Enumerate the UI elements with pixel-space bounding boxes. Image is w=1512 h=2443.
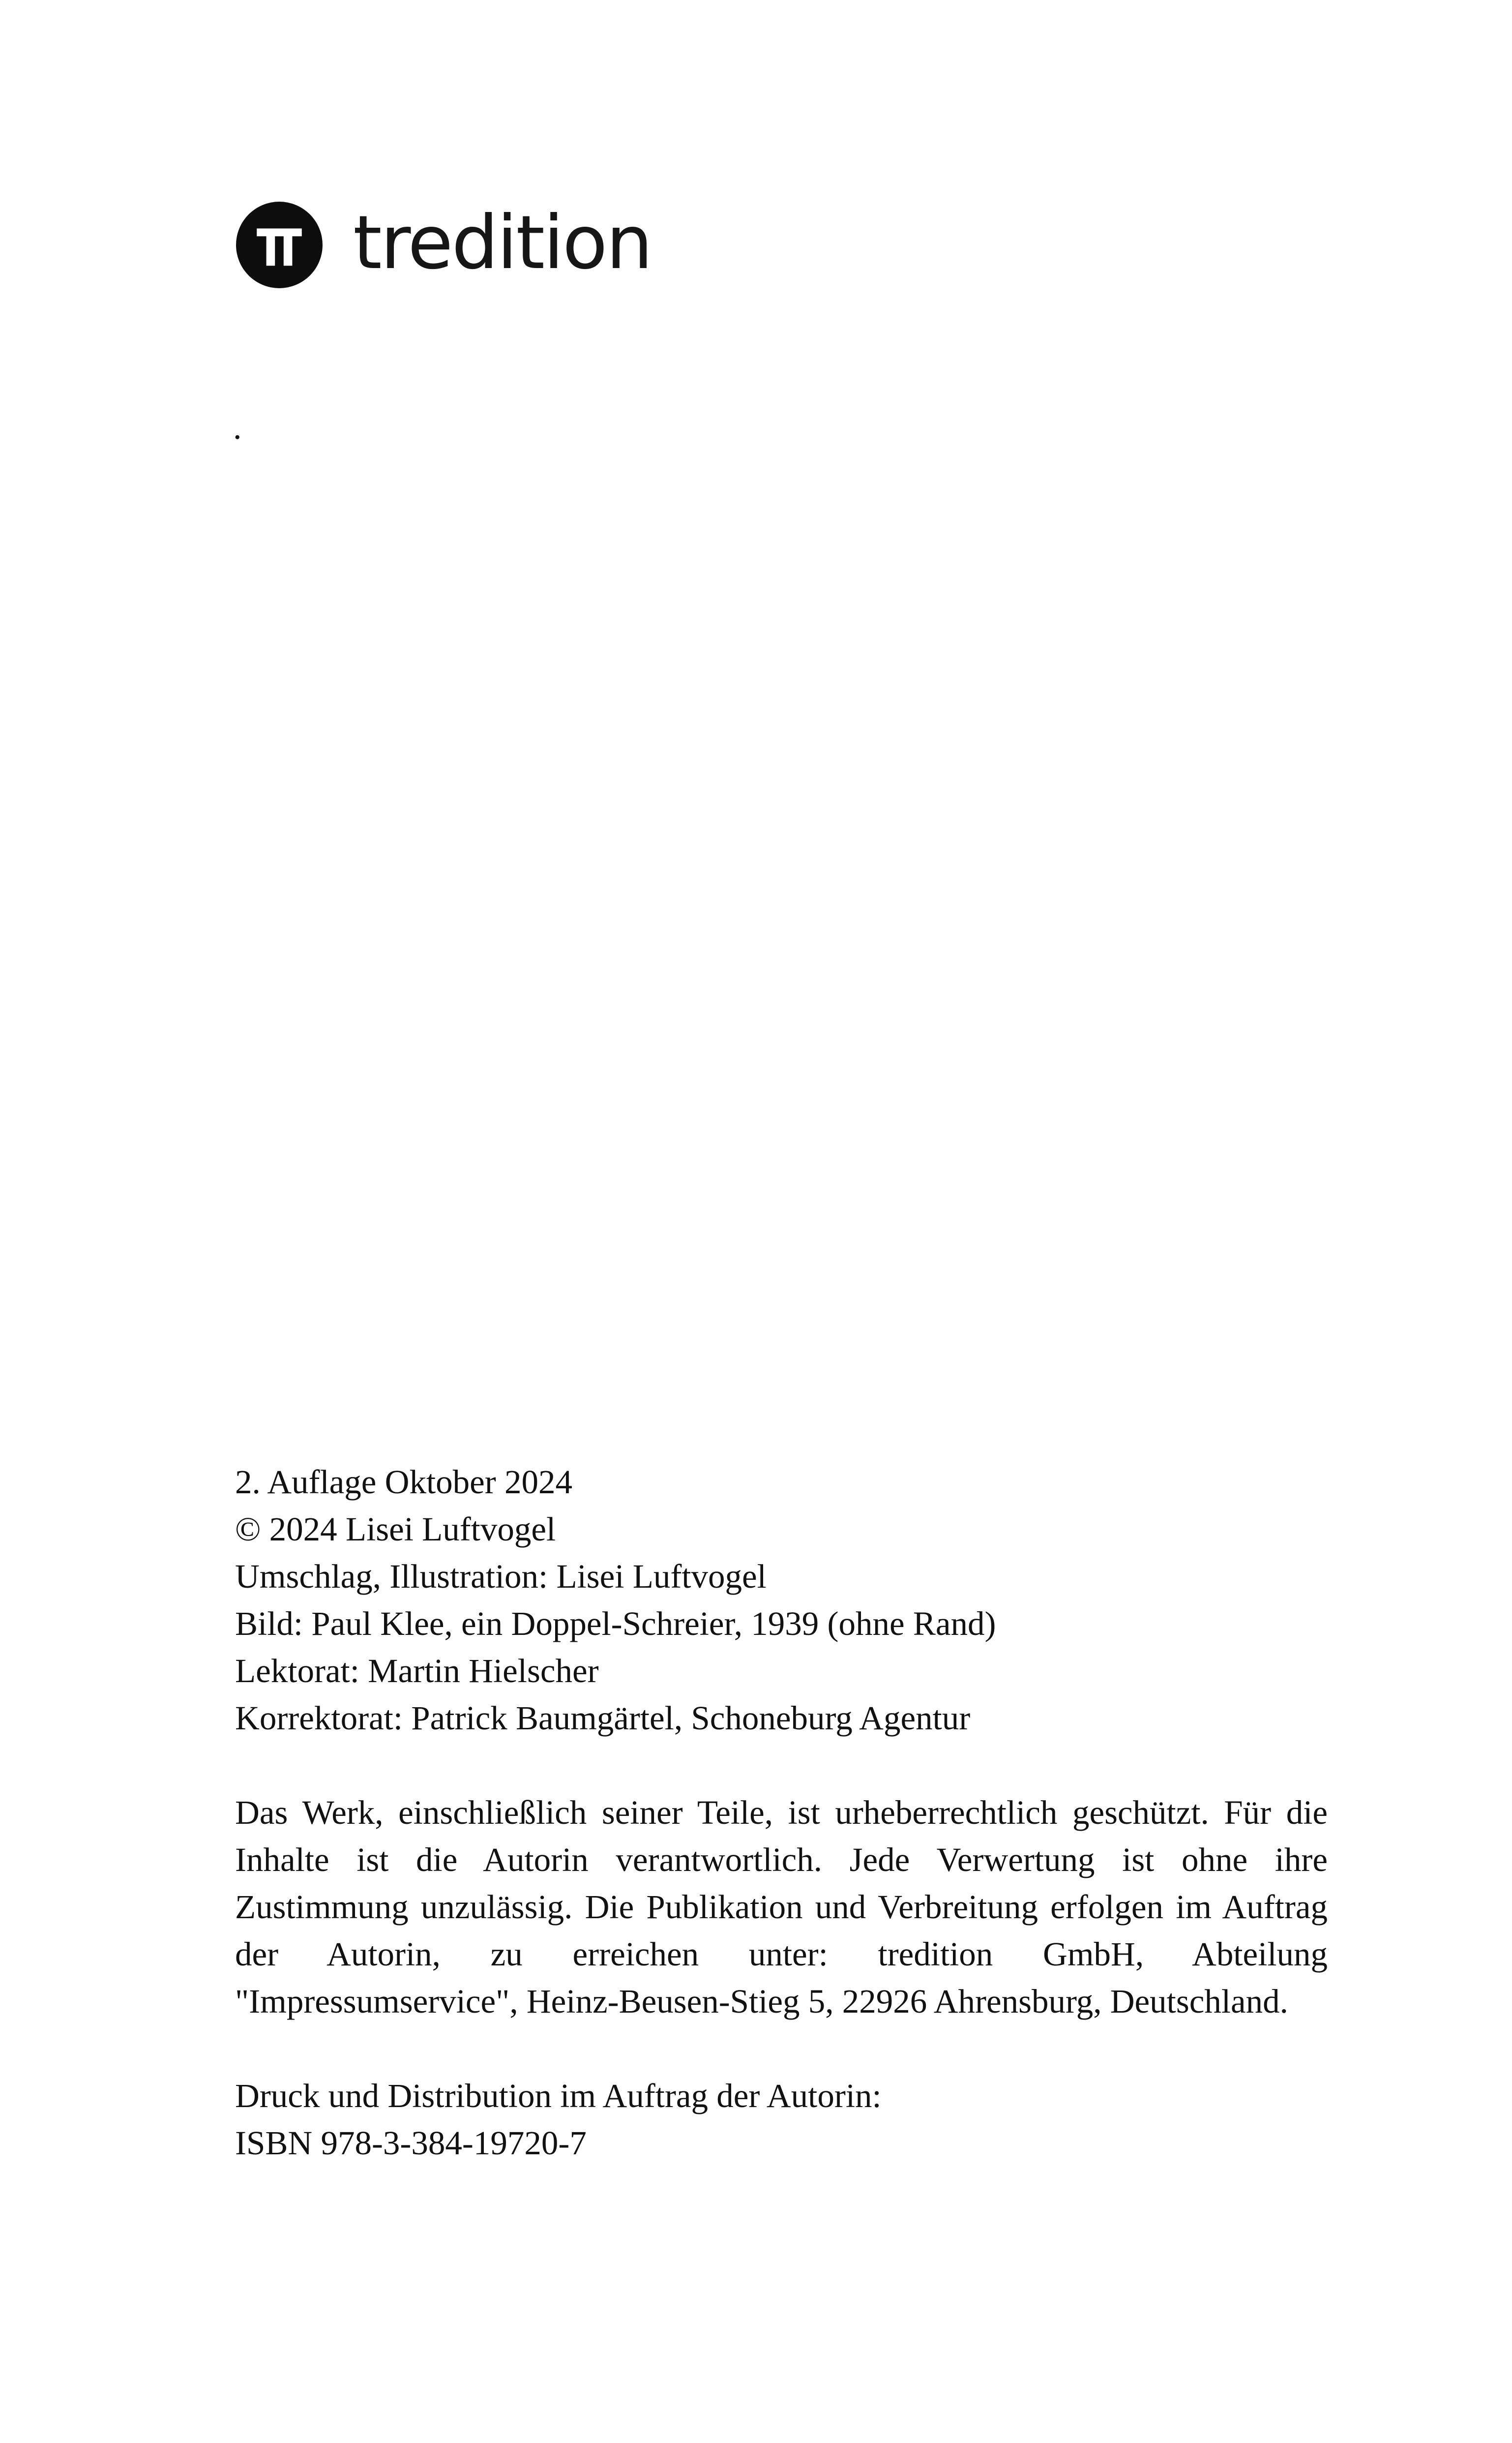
- edition-line: 2. Auflage Oktober 2024: [235, 1463, 573, 1501]
- tredition-logo-icon: [236, 202, 323, 288]
- editor-credit-line: Lektorat: Martin Hielscher: [235, 1652, 599, 1689]
- publisher-logo: [236, 201, 652, 289]
- image-credit-line: Bild: Paul Klee, ein Doppel-Schreier, 1939 (ohne Rand): [235, 1605, 996, 1642]
- distribution-block: [235, 2072, 1328, 2167]
- legal-paragraph: Das Werk, einschließlich seiner Teile, ist urheberrechtlich geschützt. Für die Inhalte ist die Autorin verantwortlich. Jede Verwertung ist ohne ihre Zustimmung unzulässig. Die Publikation und Verbreitung erfolgen im Auftrag der Autorin, zu erreichen unter: tredition GmbH, Abteilung "Impressumservice", Heinz-Beusen-Stieg 5, 22926 Ahrensburg, Deutschland.: [235, 1794, 1328, 2020]
- imprint-block: [235, 1458, 1328, 2167]
- logo-wordmark: tredition: [353, 200, 652, 286]
- copyright-line: © 2024 Lisei Luftvogel: [235, 1510, 556, 1548]
- distribution-line: Druck und Distribution im Auftrag der Autorin:: [235, 2077, 882, 2114]
- cover-credit-line: Umschlag, Illustration: Lisei Luftvogel: [235, 1558, 767, 1595]
- page-marker: .: [233, 409, 242, 447]
- isbn-line: ISBN 978-3-384-19720-7: [235, 2124, 587, 2162]
- proofreading-credit-line: Korrektorat: Patrick Baumgärtel, Schoneburg Agentur: [235, 1699, 971, 1737]
